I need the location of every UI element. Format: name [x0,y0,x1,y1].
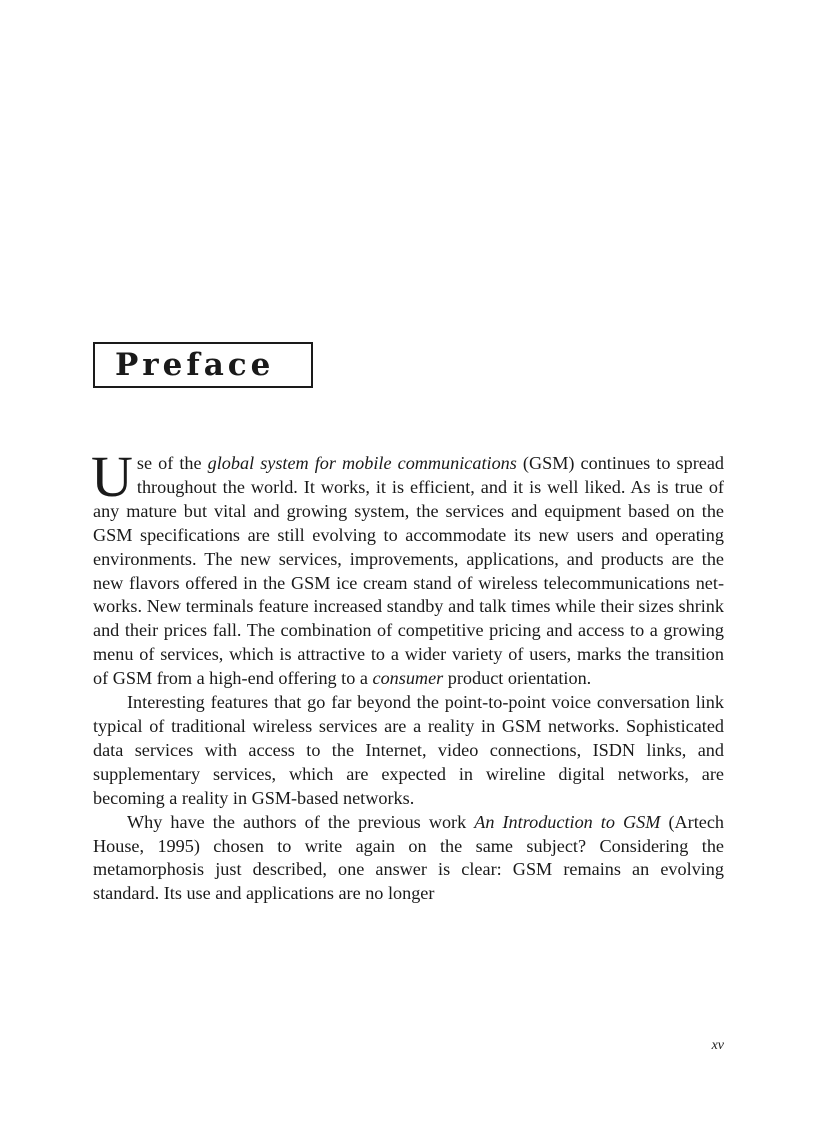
paragraph-3-italic-book-title: An Introduction to GSM [474,811,661,832]
paragraph-1-body: (GSM) continues to spread throughout the world. It works, it is efficient, and it is well liked. As is true of any mature but vital and growing system, the services and equipment based on the GSM specifications are still evolving to accommodate its new users and operating environments. The new services, improvements, applications, and products are the new flavors offered in the GSM ice cream stand of wireless telecommunications networks. New terminals feature increased standby and talk times while their sizes shrink and their prices fall. The combination of competitive pricing and access to a growing menu of services, which is attractive to a wider variety of users, marks the transition of GSM from a high-end offering to a [93,453,724,689]
paragraph-1-lead: se of the [136,453,208,473]
page-number: xv [711,1038,724,1053]
paragraph-1-italic-consumer: consumer [372,668,444,689]
paragraph-1 [91,444,724,691]
paragraph-2: Interesting features that go far beyond the point-to-point voice conversation link typical of traditional wireless services are a reality in GSM networks. Sophisticated data services with access to the Internet, video connections, ISDN links, and supplementary services, which are expected in wireline digital networks, are becoming a reality in GSM-based networks. [93,692,724,808]
drop-cap: U [91,444,133,509]
paragraph-3-lead: Why have the authors of the previous work [127,811,475,832]
paragraph-1-tail: product orientation. [443,668,592,689]
preface-heading-box [93,342,313,388]
preface-body [91,444,724,906]
paragraph-3-tail: (Artech House, 1995) chosen to write again on the same subject? Considering the metamorphosis just described, one answer is clear: GSM remains an evolving standard. Its use and applications are no longer [93,811,724,904]
paragraph-1-italic-term: global system for mobile communications [207,453,517,473]
paragraph-3 [93,811,724,907]
preface-heading: Preface [115,346,275,383]
